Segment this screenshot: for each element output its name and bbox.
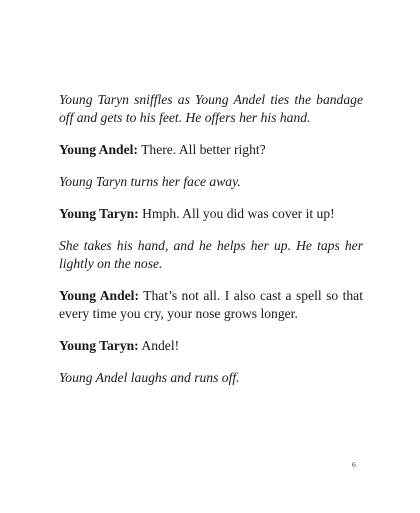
page-number: 6 [352,460,356,469]
dialogue-line [59,141,363,159]
speaker-name: Young Taryn: [59,206,139,221]
stage-direction: Young Andel laughs and runs off. [59,370,240,385]
dialogue-line [59,205,363,223]
dialogue-line [59,287,363,323]
stage-direction: Young Taryn turns her face away. [59,174,241,189]
dialogue-line [59,337,363,355]
dialogue-text: That’s not all. I also cast a spell so that every time you cry, your nose grows longer. [59,288,363,321]
stage-direction: She takes his hand, and he helps her up. He taps her lightly on the nose. [59,238,363,271]
speaker-name: Young Andel: [59,288,139,303]
dialogue-text: Hmph. All you did was cover it up! [142,206,335,221]
dialogue-text: There. All better right? [141,142,266,157]
speaker-name: Young Taryn: [59,338,139,353]
script-page [59,91,363,401]
speaker-name: Young Andel: [59,142,138,157]
stage-direction: Young Taryn sniffles as Young Andel ties the bandage off and gets to his feet. He offers her his hand. [59,92,363,125]
dialogue-text: Andel! [141,338,180,353]
